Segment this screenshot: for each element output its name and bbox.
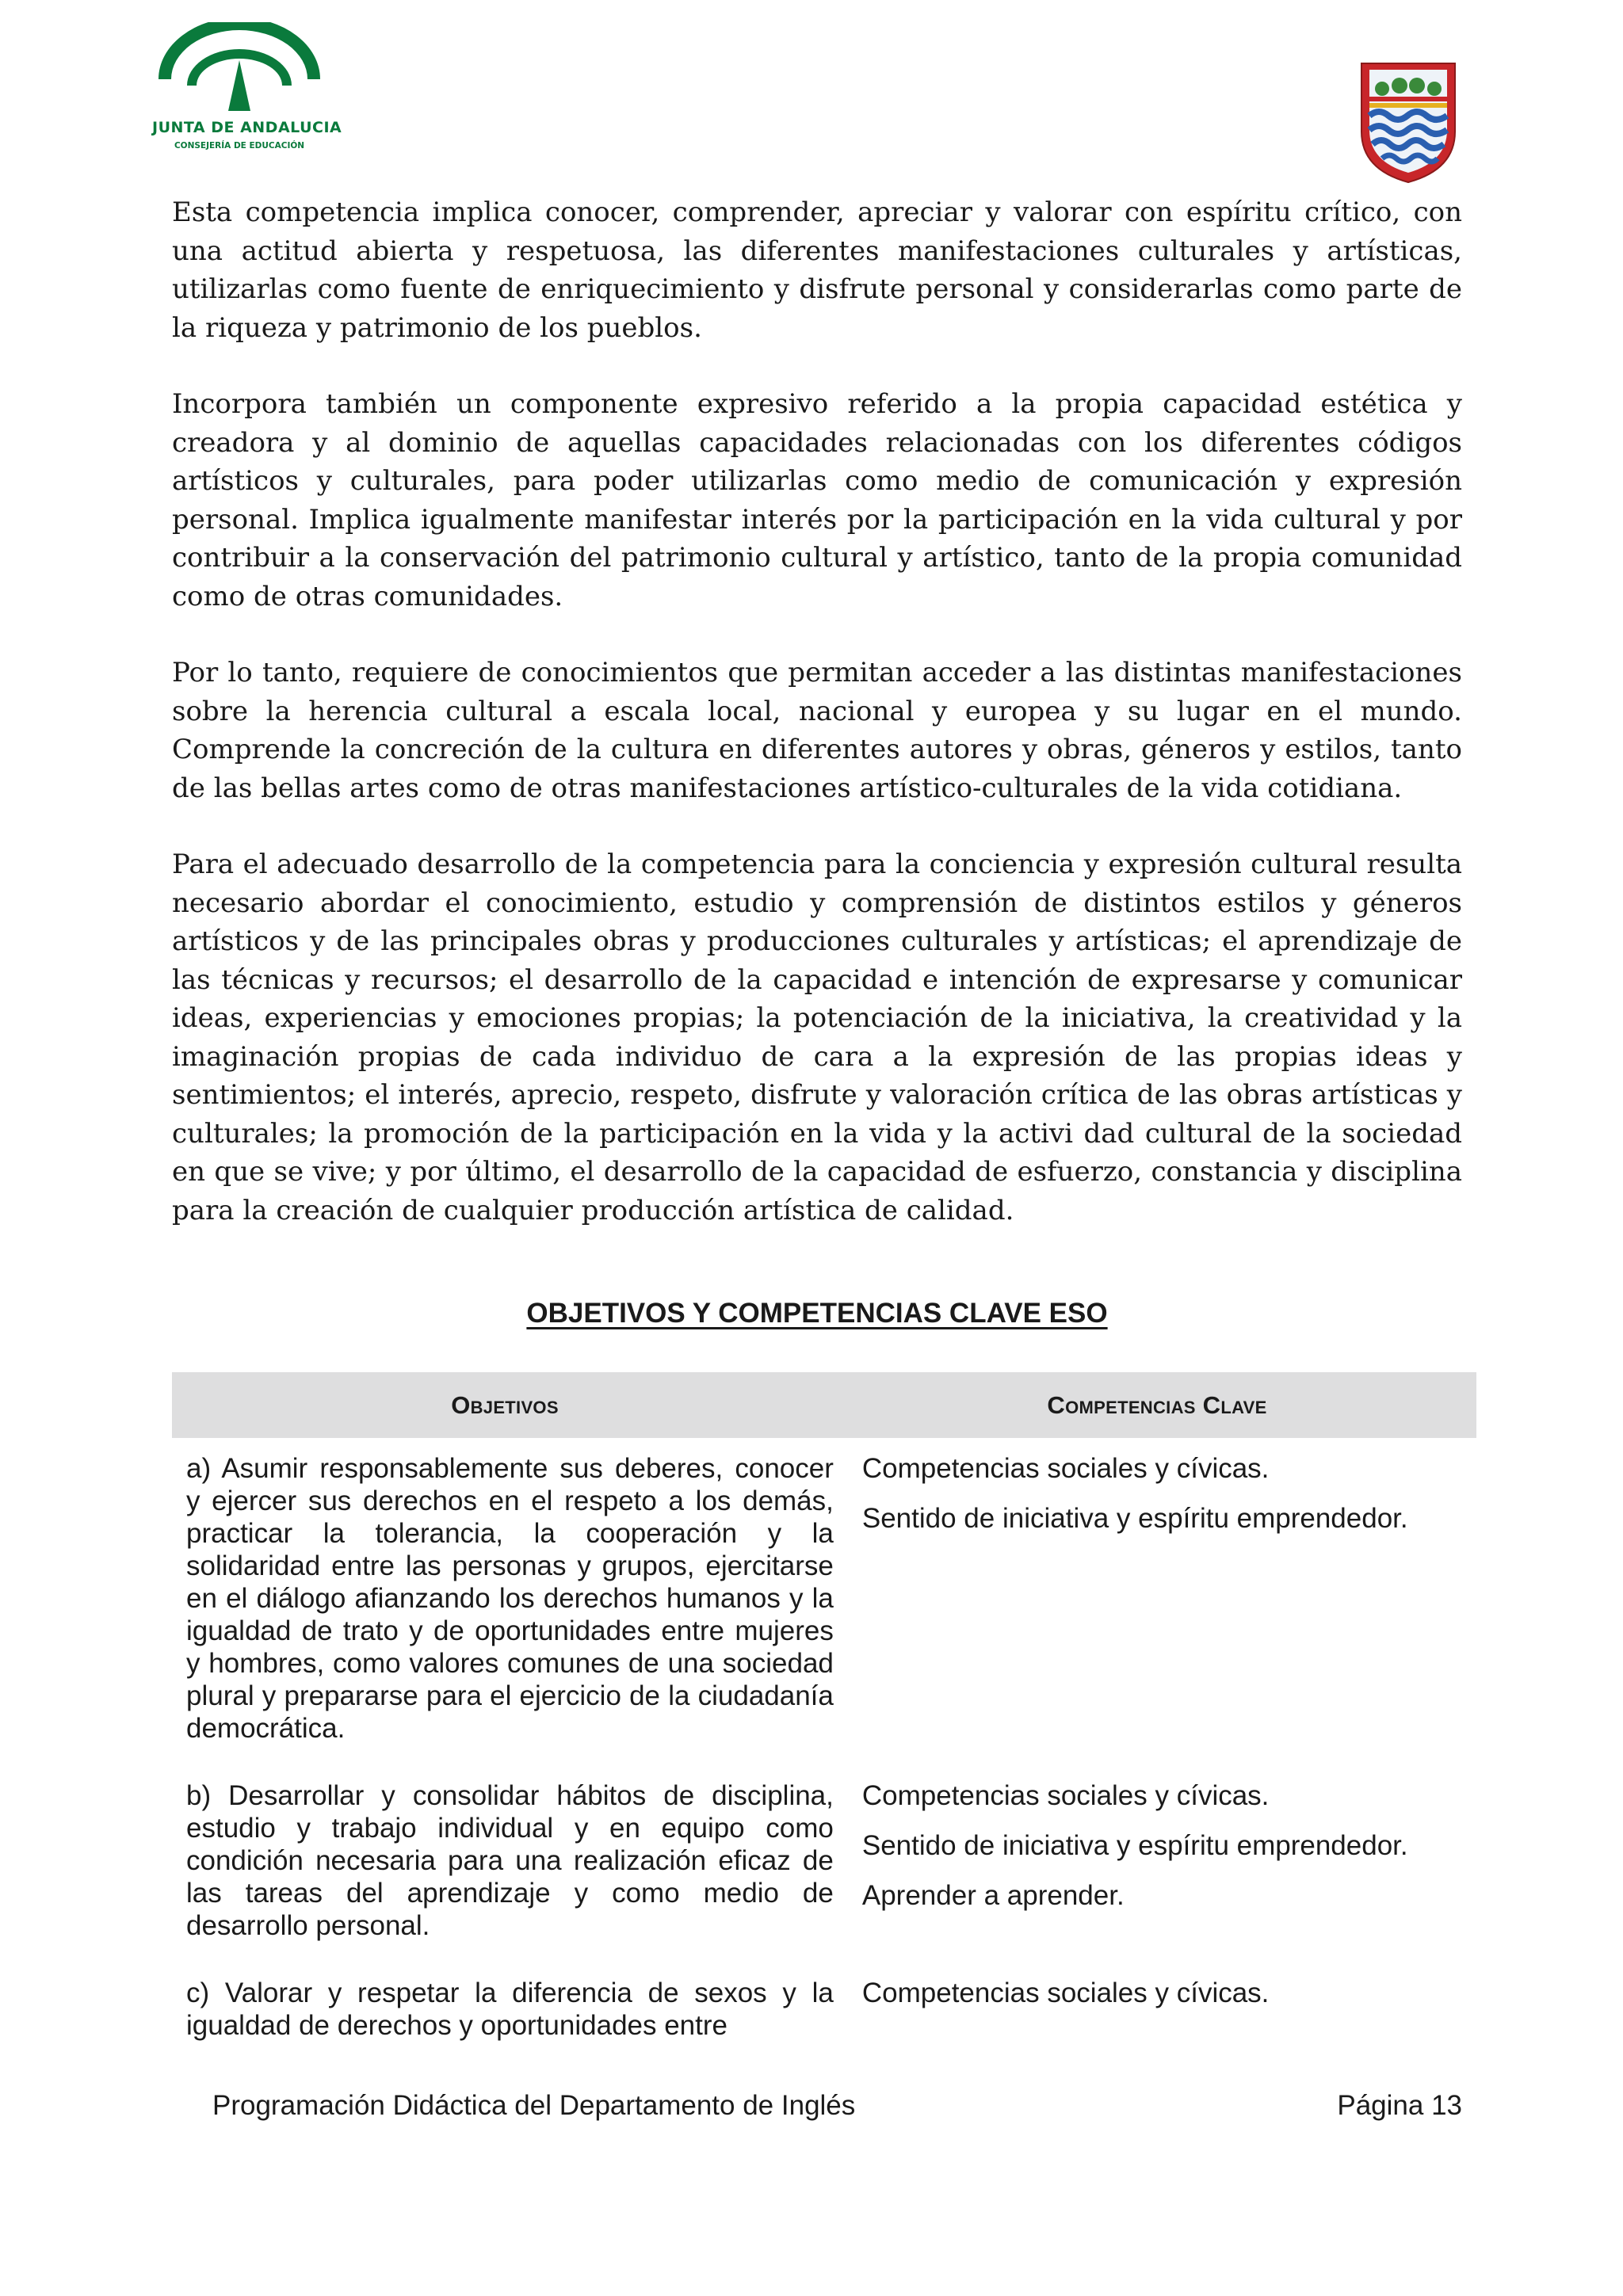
logo-title: JUNTA DE ANDALUCIA (152, 119, 342, 136)
junta-andalucia-logo (152, 22, 342, 161)
body-text (172, 193, 1462, 1268)
objective-cell: c) Valorar y respetar la diferencia de sexos y la igualdad de derechos y oportunidades entre (186, 1978, 834, 2041)
competency-item: Sentido de iniciativa y espíritu emprendedor. (861, 1503, 1408, 1534)
competencies-cell (834, 1779, 1476, 1942)
paragraph: Por lo tanto, requiere de conocimientos que permitan acceder a las distintas manifestaciones sobre la herencia cultural a escala local, nacional y europea y su lugar en el mundo. Comprende la concreción de la cultura en diferentes autores y obras, géneros y estilos, tanto de las bellas artes como de otras manifestaciones artístico-culturales de la vida cotidiana. (172, 657, 1462, 804)
logo-subtitle: CONSEJERÍA DE EDUCACIÓN (174, 141, 305, 151)
table-header (172, 1372, 1476, 1438)
paragraph: Incorpora también un componente expresivo referido a la propia capacidad estética y creadora y al dominio de aquellas capacidades relacionadas con los diferentes códigos artísticos y culturales, para poder utilizarlas como medio de comunicación y expresión personal. Implica igualmente manifestar interés por la participación en la vida cultural y por contribuir a la conservación del patrimonio cultural y artístico, tanto de la propia comunidad como de otras comunidades. (172, 388, 1462, 612)
paragraph: Para el adecuado desarrollo de la competencia para la conciencia y expresión cultural resulta necesario abordar el conocimiento, estudio y comprensión de distintos estilos y géneros artísticos y de las principales obras y producciones culturales y artísticas; el aprendizaje de las técnicas y recursos; el desarrollo de la capacidad e intención de expresarse y comunicar ideas, experiencias y emociones propias; la potenciación de la iniciativa, la creatividad y la imaginación propias de cada individuo de cara a la expresión de las propias ideas y sentimientos; el interés, aprecio, respeto, disfrute y valoración crítica de las obras artísticas y culturales; la promoción de la participación en la vida y la activi dad cultural de la sociedad en que se vive; y por último, el desarrollo de la capacidad de esfuerzo, constancia y disciplina para la creación de cualquier producción artística de calidad. (172, 849, 1462, 1226)
paragraph: Esta competencia implica conocer, comprender, apreciar y valorar con espíritu crítico, con una actitud abierta y respetuosa, las diferentes manifestaciones culturales y artísticas, utilizarlas como fuente de enriquecimiento y disfrute personal y considerarlas como parte de la riqueza y patrimonio de los pueblos. (172, 196, 1462, 344)
competency-item: Competencias sociales y cívicas. (861, 1780, 1270, 1811)
competency-item: Competencias sociales y cívicas. (861, 1453, 1270, 1484)
section-title: OBJETIVOS Y COMPETENCIAS CLAVE ESO (526, 1298, 1108, 1329)
competency-item: Aprender a aprender. (861, 1880, 1125, 1911)
column-header-objectives: Objetivos (451, 1390, 559, 1419)
municipal-crest-icon (1358, 59, 1458, 185)
competencies-cell (834, 1452, 1476, 1745)
competencies-cell (834, 1977, 1476, 2046)
competency-item: Sentido de iniciativa y espíritu emprendedor. (861, 1830, 1408, 1861)
table-row (172, 1779, 1476, 1942)
table-row (172, 1977, 1476, 2046)
table-row (172, 1452, 1476, 1745)
objectives-table (172, 1372, 1476, 2046)
objective-cell: b) Desarrollar y consolidar hábitos de disciplina, estudio y trabajo individual y en equipo como condición necesaria para una realización eficaz de las tareas del aprendizaje y como medio de desarrollo personal. (186, 1780, 834, 1941)
page-number: Página 13 (1337, 2090, 1462, 2121)
competency-item: Competencias sociales y cívicas. (861, 1978, 1270, 2008)
column-header-competencies: Competencias Clave (1047, 1390, 1267, 1419)
footer-title: Programación Didáctica del Departamento de Inglés (212, 2090, 856, 2121)
junta-arch-icon (152, 22, 327, 117)
page-footer (212, 2090, 1462, 2122)
objective-cell: a) Asumir responsablemente sus deberes, conocer y ejercer sus derechos en el respeto a los demás, practicar la tolerancia, la cooperación y la solidaridad entre las personas y grupos, ejercitarse en el diálogo afianzando los derechos humanos y la igualdad de trato y de oportunidades entre mujeres y hombres, como valores comunes de una sociedad plural y prepararse para el ejercicio de la ciudadanía democrática. (186, 1453, 834, 1744)
